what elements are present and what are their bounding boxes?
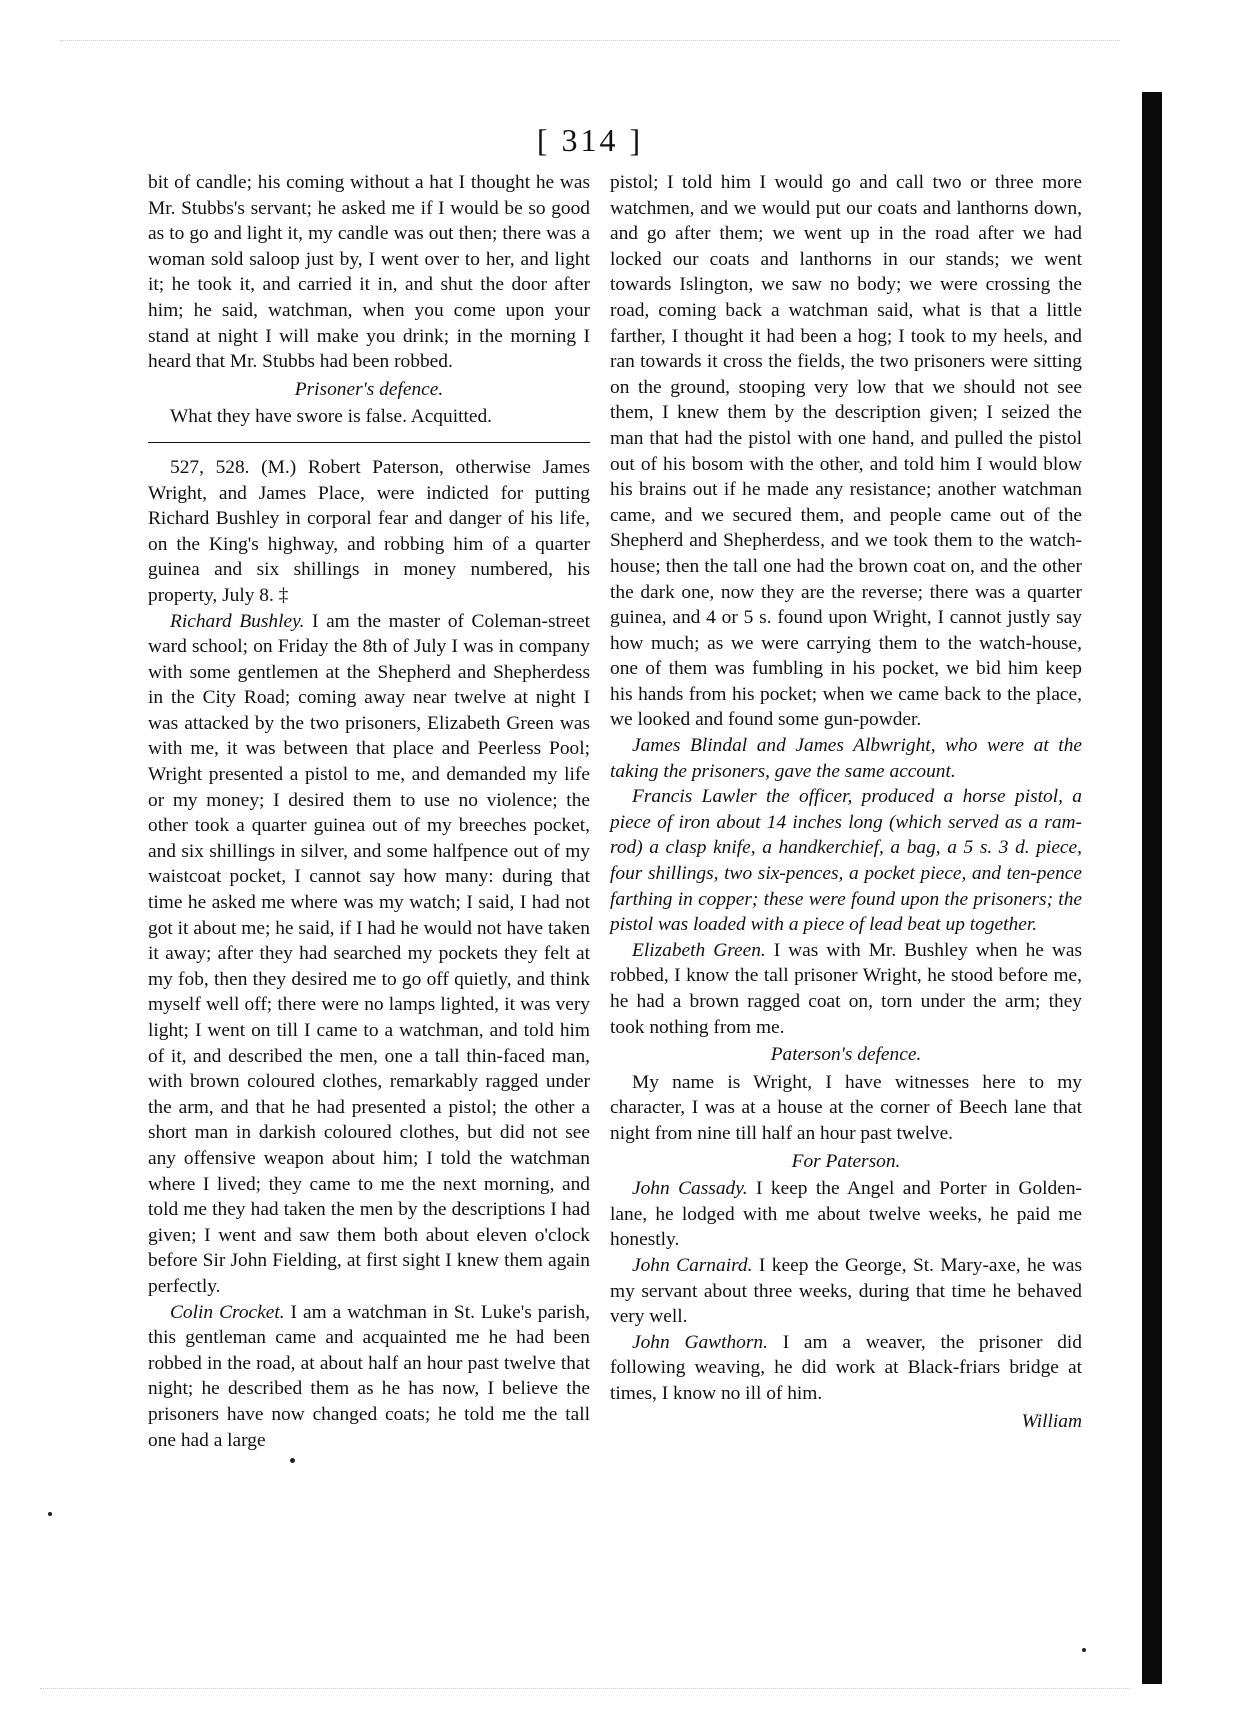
- witness-name: John Carnaird.: [632, 1254, 753, 1276]
- testimony-carnaird: [610, 1253, 1082, 1330]
- witness-text: I am a weaver, the prisoner did following weaving, he did work at Black-friars bridge at times, I know no ill of him.: [610, 1331, 1082, 1404]
- top-edge-scan-noise: [60, 40, 1120, 43]
- prisoners-defence-heading: Prisoner's defence.: [294, 378, 444, 400]
- binding-spine-shadow: [1142, 92, 1162, 1684]
- testimony-blindal: James Blindal and James Albwright, who were at the taking the prisoners, gave the same account.: [610, 735, 1082, 782]
- right-column: [610, 170, 1082, 1434]
- testimony-gawthorn: [610, 1330, 1082, 1407]
- paragraph-pistol: pistol; I told him I would go and call two or three more watchmen, and we would put our coats and lanthorns down, and go after them; we went up in the road after we had locked our coats and lanthorns in our stands; we went towards Islington, we saw no body; we were crossing the road, coming back a watchman said, what is that a little farther, I thought it had been a hog; I took to my heels, and ran towards it cross the fields, the two prisoners were sitting on the ground, stooping very low that we should not see them, I knew them by the description given; I seized the man that had the pistol with one hand, and pulled the pistol out of his bosom with the other, and told him I would blow his brains out if he made any resistance; another watchman came, and we secured them, and people came out of the Shepherd and Shepherdess, and we took them to the watch-house; then the tall one had the brown coat on, and the other the dark one, now they are the reverse; there was a quarter guinea, and 4 or 5 s. found upon Wright, I cannot justly say how much; as we were carrying them to the watch-house, one of them was fumbling in his pocket, we bid him keep his hands from his pocket; when we came back to the place, we looked and found some gun-powder.: [610, 172, 1082, 731]
- section-divider: [148, 442, 590, 443]
- witness-text: I am the master of Coleman-street ward school; on Friday the 8th of July I was in company with some gentlemen at the Shepherd and Shepherdess in the City Road; coming away near twelve at night I was attacked by the two prisoners, Elizabeth Green was with me, it was between that place and Peerless Pool; Wright presented a pistol to me, and demanded my life or my money; I desired them to use no violence; the other took a quarter guinea out of my breeches pocket, and six shillings in silver, and some halfpence out of my waistcoat pocket, I cannot say how many: during that time he asked me where was my watch; I said, I had not got it about me; he said, if I had he would not have taken it away; after they had searched my pockets they felt at my fob, then they desired me to go off quietly, and think myself well off; there were no lamps lighted, it was very light; I went on till I came to a watchman, and told him of it, and described the men, one a tall thin-faced man, with brown coloured clothes, remarkably ragged under the arm, and that he had presented a pistol; the other a short man in darkish coloured clothes, but did not see any offensive weapon about him; I told the watchman where I lived; they came to me the next morning, and told me they had taken the men by the descriptions I had given; I went and saw them both about eleven o'clock before Sir John Fielding, at first sight I knew them again perfectly.: [148, 610, 590, 1297]
- testimony-crocket: [148, 1300, 590, 1454]
- witness-text: I keep the George, St. Mary-axe, he was my servant about three weeks, during that time he behaved very well.: [610, 1254, 1082, 1328]
- paterson-defence-heading: Paterson's defence.: [770, 1044, 922, 1066]
- ink-speck: [48, 1512, 52, 1516]
- catchword: William: [1021, 1410, 1082, 1432]
- witness-text: I was with Mr. Bushley when he was robbed, I know the tall prisoner Wright, he stood before me, he had a brown ragged coat on, torn under the arm; they took nothing from me.: [610, 939, 1082, 1038]
- ink-speck: [290, 1458, 295, 1463]
- witness-name: Colin Crocket.: [170, 1301, 285, 1323]
- left-column: [148, 170, 590, 1453]
- ink-speck: [1082, 1648, 1086, 1652]
- witness-name: John Gawthorn.: [632, 1331, 768, 1353]
- witness-text: I keep the Angel and Porter in Golden-lane, he lodged with me about twelve weeks, he paid me honestly.: [610, 1178, 1082, 1251]
- witness-text: I am a watchman in St. Luke's parish, this gentleman came and acquainted me he had been robbed in the road, at about half an hour past twelve that night; he described them as he has now, I believe the prisoners have now changed coats; he told me the tall one had a large: [148, 1301, 590, 1451]
- witness-name: John Cassady.: [632, 1178, 748, 1200]
- testimony-bushley: [148, 609, 590, 1300]
- defence-verdict: What they have swore is false. Acquitted.: [170, 406, 492, 428]
- for-paterson-heading: For Paterson.: [791, 1150, 901, 1172]
- testimony-lawler: Francis Lawler the officer, produced a horse pistol, a piece of iron about 14 inches long (which served as a ram-rod) a clasp knife, a handkerchief, a bag, a 5 s. 3 d. piece, four shillings, two six-pences, a pocket piece, and ten-pence farthing in copper; these were found upon the prisoners; the pistol was loaded with a piece of lead beat up together.: [610, 786, 1082, 936]
- paragraph-candle: bit of candle; his coming without a hat I thought he was Mr. Stubbs's servant; he asked me if I would be so good as to go and light it, my candle was out then; there was a woman sold saloop just by, I went over to her, and light it; he took it, and carried it in, and shut the door after him; he said, watchman, when you come upon your stand at night I will make you drink; in the morning I heard that Mr. Stubbs had been robbed.: [148, 172, 590, 373]
- page-number: [ 314 ]: [536, 122, 644, 158]
- testimony-cassady: [610, 1176, 1082, 1253]
- witness-name: Richard Bushley.: [170, 610, 305, 632]
- bottom-edge-scan-noise: [40, 1688, 1130, 1691]
- witness-name: Elizabeth Green.: [632, 939, 766, 961]
- case-indictment: 527, 528. (M.) Robert Paterson, otherwise James Wright, and James Place, were indicted for putting Richard Bushley in corporal fear and danger of his life, on the King's highway, and robbing him of a quarter guinea and six shillings in money numbered, his property, July 8. ‡: [148, 456, 590, 606]
- testimony-green: [610, 938, 1082, 1040]
- paterson-defence-text: My name is Wright, I have witnesses here to my character, I was at a house at the corner of Beech lane that night from nine till half an hour past twelve.: [610, 1071, 1082, 1144]
